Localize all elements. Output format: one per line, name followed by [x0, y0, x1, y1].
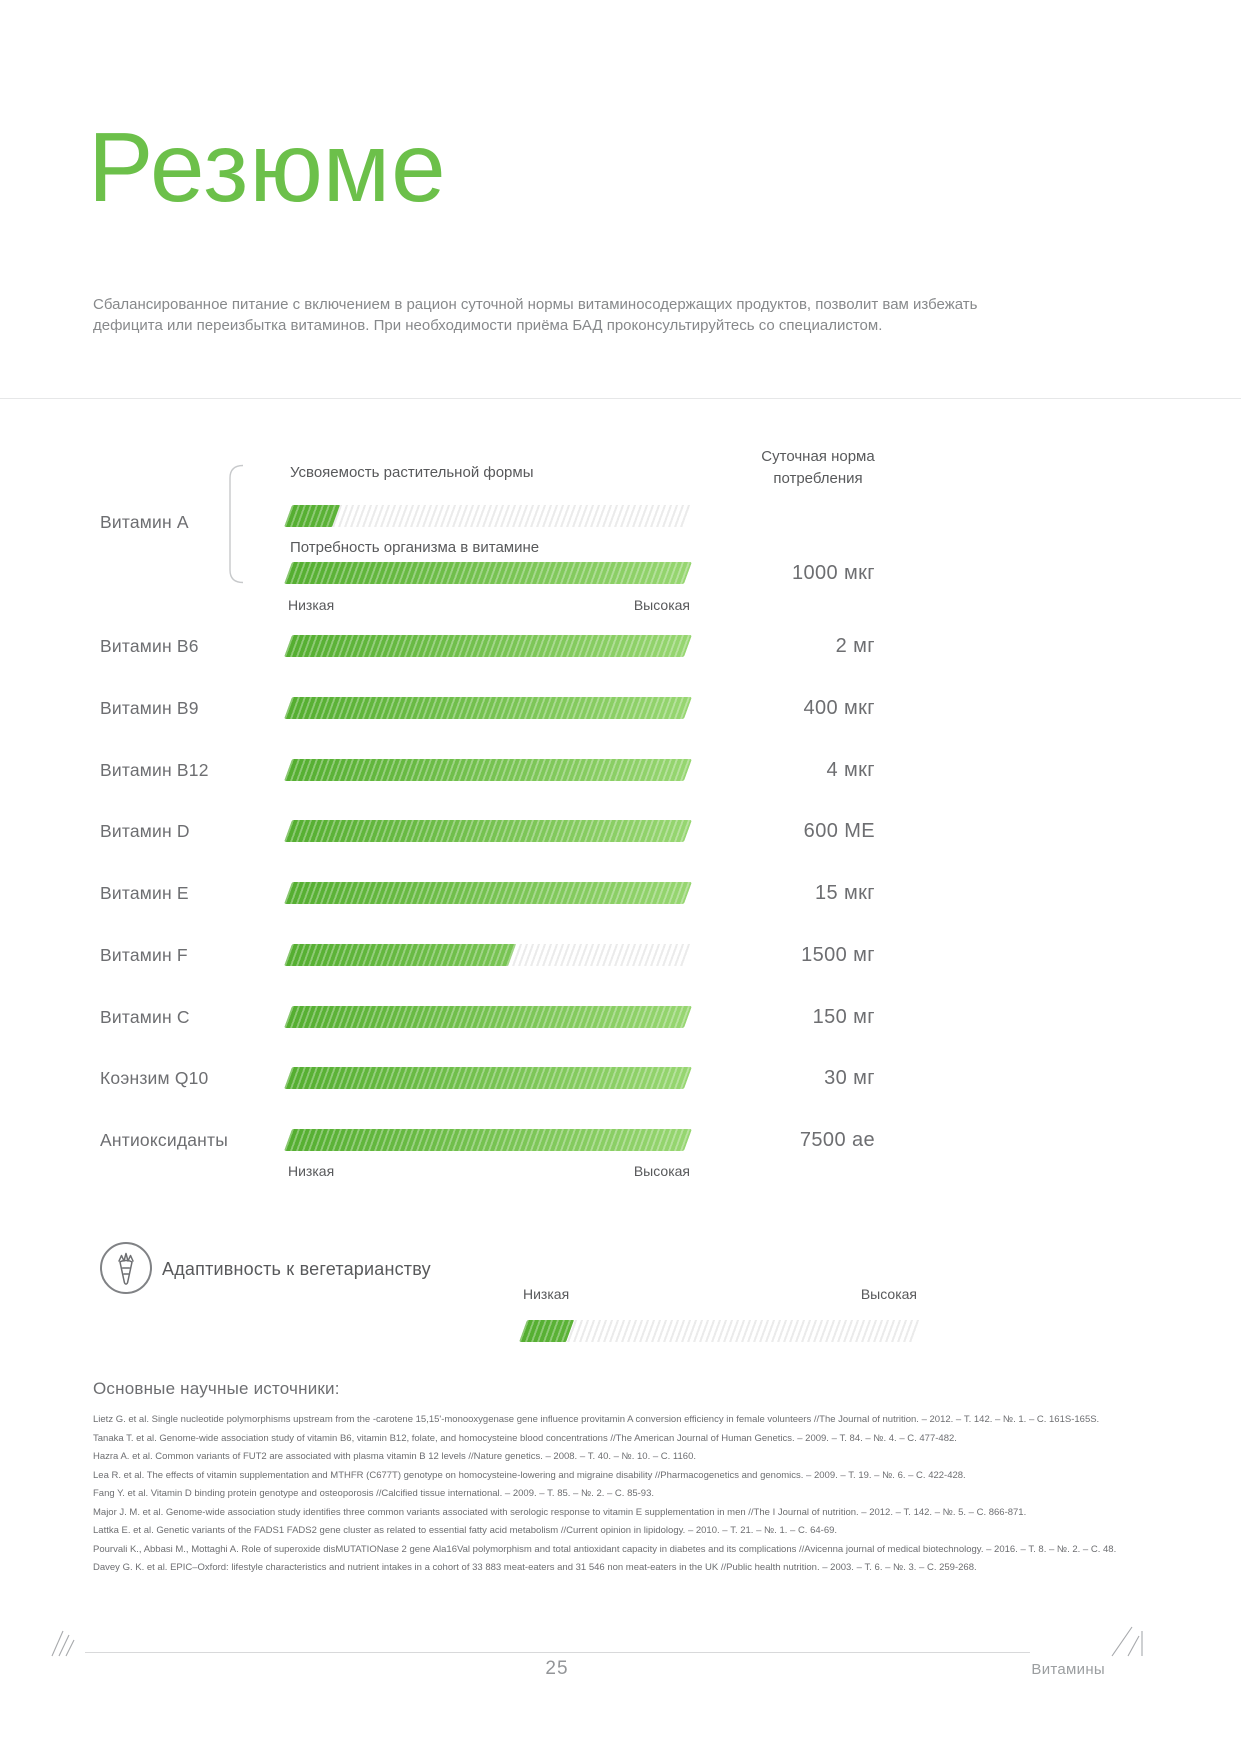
daily-norm-value: 1000 мкг: [791, 562, 875, 584]
bar-fill: [284, 1129, 692, 1151]
bar-fill: [284, 697, 692, 719]
bar-fill: [284, 505, 340, 527]
chart-row: [0, 759, 1241, 781]
source-item: Lattka E. et al. Genetic variants of the FADS1 FADS2 gene cluster as related to essential fatty acid metabolism //Current opinion in lipidology. – 2010. – Т. 21. – №. 1. – С. 64-69.: [93, 1525, 838, 1536]
source-item: Fang Y. et al. Vitamin D binding protein genotype and osteoporosis //Calcified tissue international. – 2009. – Т. 85. – №. 2. – С. 85-93.: [93, 1488, 655, 1499]
carrot-icon: [100, 1242, 152, 1294]
vitamins-chart: [0, 398, 1241, 1188]
chart-row: [0, 882, 1241, 904]
bar-fill: [284, 562, 692, 584]
bar-fill: [284, 635, 692, 657]
daily-norm-value: 4 мкг: [826, 759, 875, 781]
carrot-glyph: [109, 1249, 143, 1287]
bar-fill: [284, 820, 692, 842]
daily-norm-header-line2: потребления: [773, 470, 863, 487]
vitamin-a-label: Витамин A: [100, 512, 189, 532]
bar-fill: [519, 1320, 574, 1342]
sources-heading: Основные научные источники:: [93, 1379, 340, 1398]
footer-section-label: Витамины: [1031, 1661, 1105, 1678]
scale-low-label: Низкая: [288, 1163, 335, 1179]
vegetarian-label: Адаптивность к вегетарианству: [162, 1259, 431, 1279]
chart-row: [0, 697, 1241, 719]
bar-fill: [284, 1006, 692, 1028]
chart-row: [0, 944, 1241, 966]
source-item: Lietz G. et al. Single nucleotide polymorphisms upstream from the -carotene 15,15'-monooxygenase gene influence provitamin A conversion efficiency in female volunteers //The Journal of nutrition. – 2012. – Т. 142. – №. 1. – С. 161S-165S.: [93, 1414, 1100, 1425]
daily-norm-value: 30 мг: [824, 1067, 875, 1089]
bar-fill: [284, 759, 692, 781]
daily-norm-value: 150 мг: [812, 1006, 875, 1028]
daily-norm-header-line1: Суточная норма: [761, 448, 875, 465]
vitamin-a-bracket: [222, 464, 244, 584]
vitamin-bar: [284, 1067, 692, 1089]
vitamin-row-label: Витамин B6: [100, 636, 199, 656]
veg-scale-row: [523, 1286, 917, 1302]
vitamin-row-label: Коэнзим Q10: [100, 1068, 209, 1088]
vitamin-bar: [284, 882, 692, 904]
scale-low-label: Низкая: [523, 1286, 570, 1302]
chart-row: [0, 1006, 1241, 1028]
vitamin-bar: [284, 944, 692, 966]
scale-high-label: Высокая: [860, 1286, 917, 1302]
daily-norm-header: [728, 446, 908, 490]
source-item: Tanaka T. et al. Genome-wide association study of vitamin B6, vitamin B12, folate, and homocysteine blood concentrations //The American Journal of Human Genetics. – 2009. – Т. 84. – №. 4. – С. 477-482.: [93, 1432, 957, 1444]
daily-norm-value: 600 МЕ: [803, 820, 875, 842]
vitamin-bar: [284, 635, 692, 657]
daily-norm-value: 15 мкг: [815, 882, 875, 904]
vitamin-bar: [284, 820, 692, 842]
chart-row: [0, 820, 1241, 842]
vitamin-row-label: Витамин C: [100, 1007, 190, 1027]
scale-row-top: [288, 597, 690, 613]
source-item: Davey G. K. et al. EPIC–Oxford: lifestyle characteristics and nutrient intakes in a cohort of 33 883 meat-eaters and 31 546 non meat-eaters in the UK //Public health nutrition. – 2003. – Т. 6. – №. 3. – С. 259-268.: [93, 1562, 977, 1573]
need-bar: [284, 562, 692, 584]
vitamin-row-label: Витамин F: [100, 945, 188, 965]
scale-high-label: Высокая: [633, 1163, 690, 1179]
scale-row-bottom: [288, 1163, 690, 1179]
page-number: 25: [545, 1658, 569, 1679]
vitamin-row-label: Витамин B12: [100, 760, 209, 780]
daily-norm-value: 2 мг: [835, 635, 875, 657]
scale-high-label: Высокая: [633, 597, 690, 613]
vitamin-row-label: Витамин E: [100, 883, 189, 903]
scale-low-label: Низкая: [288, 597, 335, 613]
chart-row: [0, 635, 1241, 657]
vitamin-bar: [284, 759, 692, 781]
vitamin-row-label: Антиоксиданты: [100, 1130, 229, 1150]
daily-norm-value: 400 мкг: [803, 697, 875, 719]
bar-fill: [284, 1067, 692, 1089]
daily-norm-value: 7500 ае: [799, 1129, 875, 1151]
source-item: Major J. M. et al. Genome-wide association study identifies three common variants associated with serologic response to vitamin E supplementation in men //The I Journal of nutrition. – 2012. – Т. 142. – №. 5. – С. 866-871.: [93, 1506, 1027, 1518]
absorption-bar: [284, 505, 692, 527]
sources-list: [93, 1414, 1155, 1581]
source-item: Hazra A. et al. Common variants of FUT2 are associated with plasma vitamin B 12 levels //Nature genetics. – 2008. – Т. 40. – №. 10. – С. 1160.: [93, 1451, 696, 1462]
vitamin-row-label: Витамин B9: [100, 698, 199, 718]
vitamin-bar: [284, 1129, 692, 1151]
vitamin-bar: [284, 1006, 692, 1028]
source-item: Lea R. et al. The effects of vitamin supplementation and MTHFR (C677T) genotype on homocysteine-lowering and migraine disability //Pharmacogenetics and genomics. – 2009. – Т. 19. – №. 6. – С. 422-428.: [93, 1469, 966, 1481]
bar-fill: [284, 882, 692, 904]
page-title: Резюме: [88, 112, 447, 222]
source-item: Pourvali K., Abbasi M., Mottaghi A. Role of superoxide disMUTATIONase 2 gene Ala16Val polymorphism and total antioxidant capacity in diabetes and its complications //Avicenna journal of medical biotechnology. – 2016. – Т. 8. – №. 2. – С. 48.: [93, 1543, 1117, 1555]
absorption-caption: Усвояемость растительной формы: [290, 464, 534, 481]
bar-fill: [284, 944, 516, 966]
chart-row: [0, 1067, 1241, 1089]
vitamin-row-label: Витамин D: [100, 821, 190, 841]
footer-line: [85, 1652, 1030, 1653]
vegetarian-bar: [519, 1320, 921, 1342]
vitamin-bar: [284, 697, 692, 719]
chart-row: [0, 1129, 1241, 1151]
daily-norm-value: 1500 мг: [801, 944, 875, 966]
need-caption: Потребность организма в витамине: [290, 539, 540, 556]
footer-left-mark-icon: [50, 1628, 82, 1658]
intro-paragraph: Сбалансированное питание с включением в рацион суточной нормы витаминосодержащих продуктов, позволит вам избежать дефицита или переизбытка витаминов. При необходимости приёма БАД проконсультируйтесь со специалистом.: [93, 296, 978, 334]
footer-right-mark-icon: [1108, 1624, 1146, 1658]
